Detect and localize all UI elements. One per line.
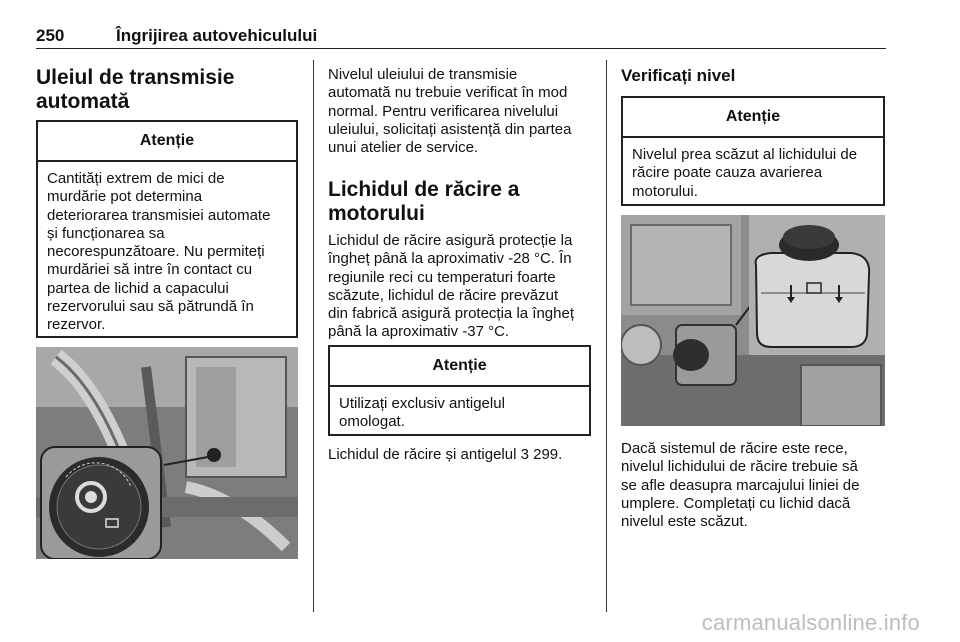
page-reference-arrow-icon: 3	[520, 446, 529, 463]
warning-title: Atenție	[330, 347, 589, 387]
warning-title: Atenție	[38, 122, 296, 162]
warning-title: Atenție	[623, 98, 883, 138]
warning-text: Utilizați exclusiv antigelul omologat.	[339, 395, 505, 431]
column-divider	[313, 60, 314, 612]
transmission-oil-paragraph: Nivelul uleiului de transmisie automată nu trebuie verificat în mod normal. Pentru verificarea nivelului uleiului, solicitați asistență din partea unui atelier de service.	[328, 66, 572, 157]
warning-box-coolant-level	[621, 96, 885, 206]
page-reference-link[interactable]: 299.	[533, 446, 563, 463]
coolant-reservoir-photo	[621, 215, 885, 426]
header-rule	[36, 48, 886, 49]
coolant-level-paragraph: Dacă sistemul de răcire este rece, nivelul lichidului de răcire trebuie să se afle deasupra marcajului liniei de umplere. Completați cu lichid dacă nivelul este scăzut.	[621, 440, 860, 531]
warning-text: Cantități extrem de mici de murdărie pot determina deteriorarea transmisiei automate și funcționarea sa necorespunzătoare. Nu permiteți murdăriei să intre în contact cu partea de lichid a capacului rezervorului sau să pătrundă în rezervor.	[47, 170, 271, 334]
transmission-cap-photo	[36, 347, 298, 559]
section-heading-transmission-oil: Uleiul de transmisie automată	[36, 66, 235, 113]
warning-text: Nivelul prea scăzut al lichidului de răcire poate cauza avarierea motorului.	[632, 146, 858, 200]
running-title: Îngrijirea autovehiculului	[116, 26, 318, 45]
column-divider	[606, 60, 607, 612]
warning-box-transmission	[36, 120, 298, 338]
subsection-heading-check-level: Verificați nivel	[621, 66, 736, 85]
coolant-cross-reference: Lichidul de răcire și antigelul 3 299.	[328, 446, 563, 463]
section-heading-coolant: Lichidul de răcire a motorului	[328, 178, 520, 225]
page-header	[36, 26, 886, 50]
watermark: carmanualsonline.info	[701, 610, 920, 635]
coolant-paragraph: Lichidul de răcire asigură protecție la îngheț până la aproximativ -28 °C. În regiunile reci cu temperaturi foarte scăzute, lichidul de răcire prevăzut din fabrică asigură protecția la îngheț până la aproximativ -37 °C.	[328, 232, 574, 341]
page-number: 250	[36, 26, 65, 45]
warning-box-antifreeze	[328, 345, 591, 436]
